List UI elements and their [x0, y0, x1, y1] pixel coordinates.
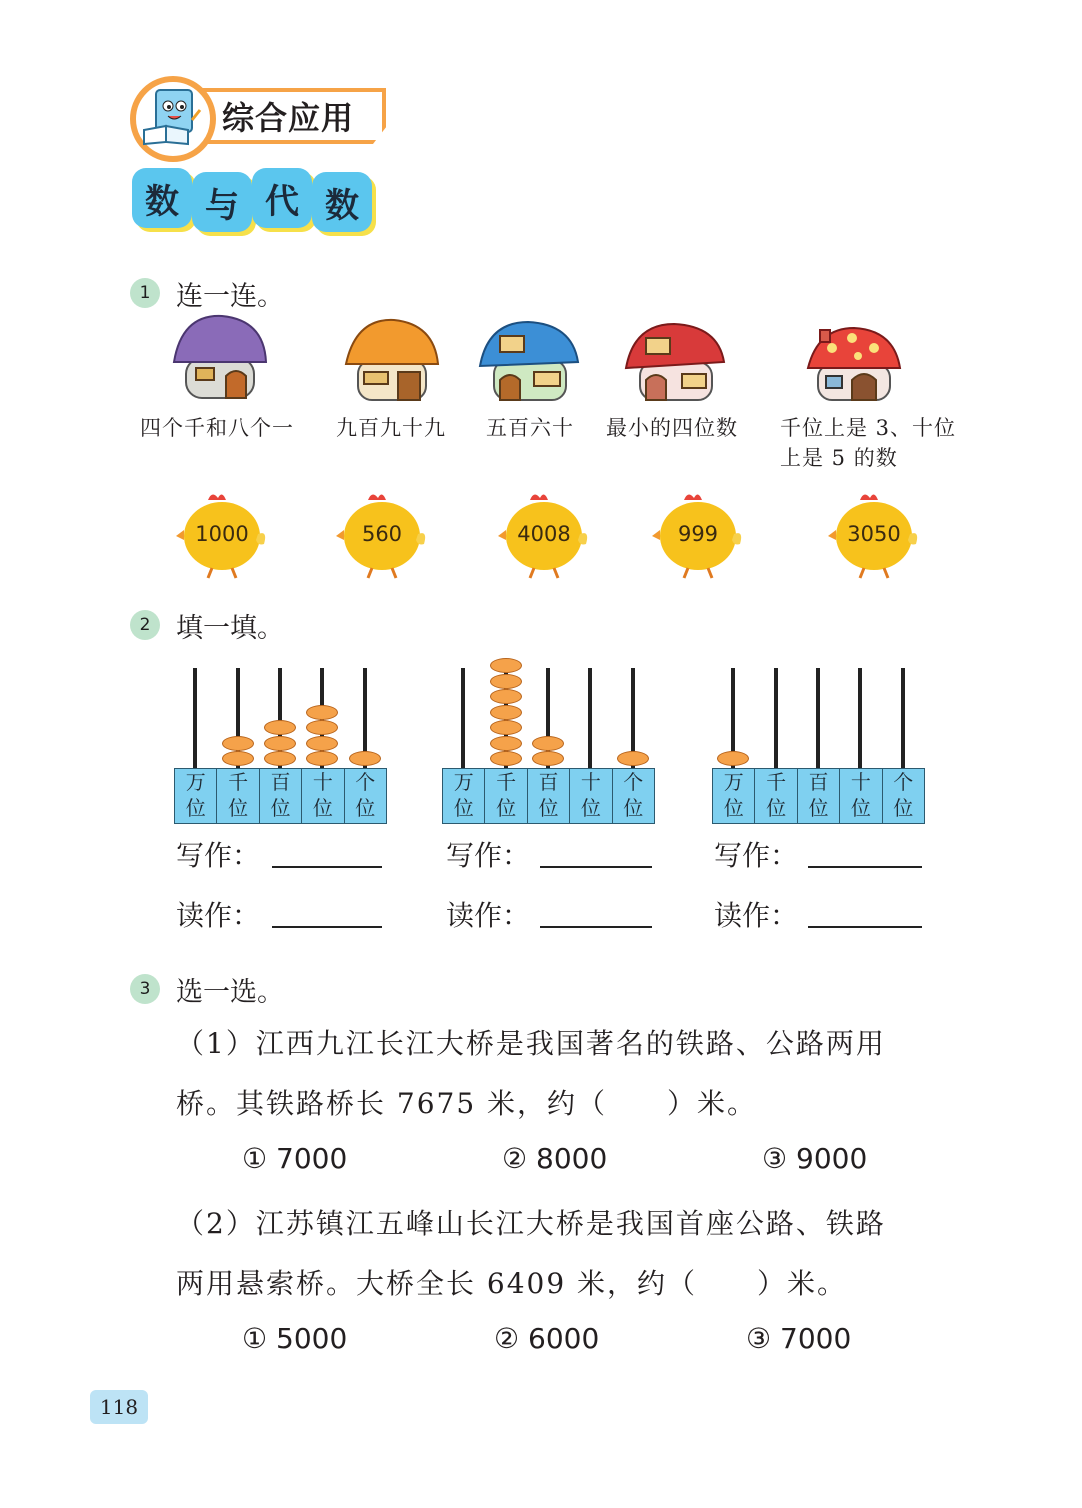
- purple-mushroom-house-icon[interactable]: [170, 312, 270, 404]
- place-suffix: 位: [228, 796, 249, 820]
- place-suffix: 位: [766, 796, 787, 820]
- abacus-bead[interactable]: [306, 720, 338, 735]
- place-name: 个: [893, 770, 914, 794]
- abacus-bead[interactable]: [264, 720, 296, 735]
- read-label: 读作：: [446, 899, 531, 932]
- problem-2-option-1[interactable]: ① 5000: [242, 1322, 348, 1355]
- topic-tile-2: 与: [192, 172, 252, 232]
- place-name: 十: [312, 770, 333, 794]
- question-title: 填一填。: [176, 613, 284, 644]
- place-suffix: 位: [723, 796, 744, 820]
- chick-number: 4008: [517, 522, 571, 546]
- abacus-rod: [858, 668, 862, 768]
- abacus-bead[interactable]: [222, 751, 254, 766]
- place-suffix: 位: [185, 796, 206, 820]
- reading-book-mascot-icon: [136, 82, 210, 156]
- abacus-bead[interactable]: [617, 751, 649, 766]
- problem-1-option-2[interactable]: ② 8000: [502, 1142, 608, 1175]
- place-name: 个: [623, 770, 644, 794]
- place-name: 万: [185, 770, 206, 794]
- topic-tile-4: 数: [312, 172, 372, 232]
- orange-mushroom-house-icon[interactable]: [342, 316, 442, 404]
- read-blank-1[interactable]: [272, 926, 382, 928]
- spotted-mushroom-house-icon[interactable]: [806, 322, 902, 404]
- abacus-bead[interactable]: [222, 736, 254, 751]
- house-label-5b: 上是 5 的数: [780, 446, 898, 470]
- place-value-label: [797, 768, 840, 824]
- house-label-1: 四个千和八个一: [140, 416, 294, 440]
- place-value-label: [301, 768, 344, 824]
- place-value-label: [442, 768, 485, 824]
- place-name: 十: [580, 770, 601, 794]
- chick-number: 3050: [847, 522, 901, 546]
- problem-2-option-2[interactable]: ② 6000: [494, 1322, 600, 1355]
- question-title: 连一连。: [176, 281, 284, 312]
- abacus-bead[interactable]: [490, 736, 522, 751]
- place-value-label: [712, 768, 755, 824]
- place-value-label: [754, 768, 797, 824]
- topic-tile-1: 数: [132, 168, 192, 228]
- read-blank-3[interactable]: [808, 926, 922, 928]
- question-number: 1: [130, 278, 160, 308]
- abacus-bead[interactable]: [490, 705, 522, 720]
- place-name: 万: [723, 770, 744, 794]
- chick-3[interactable]: [494, 490, 594, 580]
- page-number: 118: [90, 1390, 148, 1424]
- place-name: 万: [453, 770, 474, 794]
- house-label-4: 最小的四位数: [606, 416, 738, 440]
- place-suffix: 位: [580, 796, 601, 820]
- abacus-bead[interactable]: [490, 674, 522, 689]
- chick-number: 1000: [195, 522, 249, 546]
- place-name: 千: [496, 770, 517, 794]
- place-suffix: 位: [355, 796, 376, 820]
- topic-tile-3: 代: [252, 168, 312, 228]
- abacus-bead[interactable]: [490, 720, 522, 735]
- abacus-bead[interactable]: [306, 705, 338, 720]
- place-name: 十: [850, 770, 871, 794]
- read-label: 读作：: [714, 899, 799, 932]
- place-suffix: 位: [850, 796, 871, 820]
- abacus-bead[interactable]: [490, 689, 522, 704]
- place-name: 千: [228, 770, 249, 794]
- abacus-bead[interactable]: [717, 751, 749, 766]
- place-suffix: 位: [808, 796, 829, 820]
- place-suffix: 位: [270, 796, 291, 820]
- place-suffix: 位: [538, 796, 559, 820]
- red-mushroom-house-icon[interactable]: [624, 318, 728, 404]
- read-label: 读作：: [176, 899, 261, 932]
- question-title: 选一选。: [176, 977, 284, 1008]
- place-value-label: [527, 768, 570, 824]
- abacus-bead[interactable]: [490, 658, 522, 673]
- problem-2-line-2: 两用悬索桥。大桥全长 6409 米，约（ ）米。: [176, 1267, 848, 1300]
- chick-2[interactable]: [332, 490, 432, 580]
- house-label-5a: 千位上是 3、十位: [780, 416, 957, 440]
- write-blank-2[interactable]: [540, 866, 652, 868]
- abacus-rod: [588, 668, 592, 768]
- chick-4[interactable]: [648, 490, 748, 580]
- house-label-2: 九百九十九: [336, 416, 446, 440]
- problem-1-line-1: （1）江西九江长江大桥是我国著名的铁路、公路两用: [176, 1027, 886, 1060]
- place-suffix: 位: [496, 796, 517, 820]
- place-name: 个: [355, 770, 376, 794]
- abacus-bead[interactable]: [532, 751, 564, 766]
- problem-2-option-3[interactable]: ③ 7000: [746, 1322, 852, 1355]
- section-badge: [130, 76, 216, 162]
- abacus-bead[interactable]: [490, 751, 522, 766]
- house-label-3: 五百六十: [486, 416, 574, 440]
- place-name: 百: [808, 770, 829, 794]
- place-suffix: 位: [453, 796, 474, 820]
- abacus-bead[interactable]: [264, 736, 296, 751]
- place-value-label: [612, 768, 655, 824]
- chick-5[interactable]: [824, 490, 924, 580]
- place-value-label: [216, 768, 259, 824]
- problem-2-line-1: （2）江苏镇江五峰山长江大桥是我国首座公路、铁路: [176, 1207, 886, 1240]
- place-suffix: 位: [312, 796, 333, 820]
- problem-1-option-3[interactable]: ③ 9000: [762, 1142, 868, 1175]
- write-label: 写作：: [176, 839, 261, 872]
- place-value-label: [839, 768, 882, 824]
- abacus-rod: [816, 668, 820, 768]
- abacus-bead[interactable]: [264, 751, 296, 766]
- place-name: 千: [766, 770, 787, 794]
- place-name: 百: [270, 770, 291, 794]
- chick-number: 560: [361, 522, 403, 546]
- question-number: 2: [130, 610, 160, 640]
- place-value-label: [174, 768, 217, 824]
- abacus-rod: [193, 668, 197, 768]
- write-label: 写作：: [446, 839, 531, 872]
- chick-1[interactable]: [172, 490, 272, 580]
- place-value-label: [569, 768, 612, 824]
- abacus-rod: [901, 668, 905, 768]
- read-blank-2[interactable]: [540, 926, 652, 928]
- abacus-rod: [461, 668, 465, 768]
- place-name: 百: [538, 770, 559, 794]
- place-suffix: 位: [623, 796, 644, 820]
- place-value-label: [259, 768, 302, 824]
- place-value-label: [344, 768, 387, 824]
- abacus-bead[interactable]: [349, 751, 381, 766]
- chick-number: 999: [677, 522, 719, 546]
- abacus-bead[interactable]: [306, 736, 338, 751]
- place-value-label: [484, 768, 527, 824]
- problem-1-option-1[interactable]: ① 7000: [242, 1142, 348, 1175]
- write-label: 写作：: [714, 839, 799, 872]
- place-suffix: 位: [893, 796, 914, 820]
- question-number: 3: [130, 974, 160, 1004]
- write-blank-3[interactable]: [808, 866, 922, 868]
- write-blank-1[interactable]: [272, 866, 382, 868]
- abacus-rod: [774, 668, 778, 768]
- abacus-bead[interactable]: [532, 736, 564, 751]
- place-value-label: [882, 768, 925, 824]
- blue-mushroom-house-icon[interactable]: [478, 316, 582, 404]
- abacus-bead[interactable]: [306, 751, 338, 766]
- problem-1-line-2: 桥。其铁路桥长 7675 米，约（ ）米。: [176, 1087, 758, 1120]
- section-title: 综合应用: [222, 99, 355, 137]
